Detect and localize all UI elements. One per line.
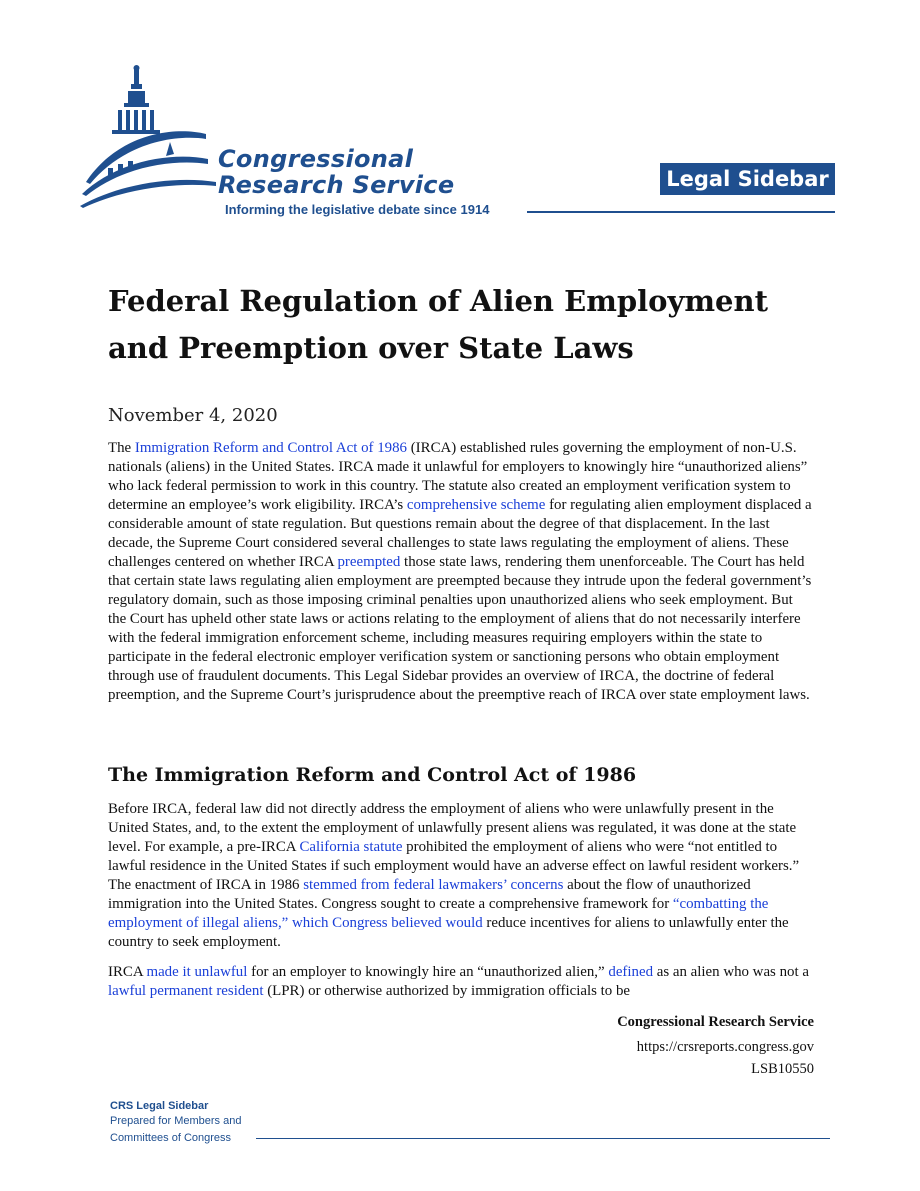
link-combatting-employment[interactable]: “combatting the employment of illegal aliens,” [108,896,769,931]
text-run: reduce incentives for aliens to unlawfully enter the country to seek employment. [108,915,789,950]
organization-name-line2: Research Service [218,171,455,199]
text-run: for regulating alien employment displaced a considerable amount of state regulation. But questions remain about the degree of that displacement. In the last decade, the Supreme Court considered several challenges to state laws regulating the employment of aliens. These challenges centered on whether IRCA [108,497,812,570]
link-defined[interactable]: defined [608,964,654,980]
footer-prepared-line1: Prepared for Members and [110,1115,242,1127]
footer-rule [256,1138,830,1139]
footer-series-label: CRS Legal Sidebar [110,1100,209,1112]
organization-name-line1: Congressional [218,145,414,173]
link-california-statute[interactable]: California statute [299,839,403,855]
link-congress-believed[interactable]: which Congress believed would [292,915,483,931]
organization-name [218,146,454,198]
footer-url: https://crsreports.congress.gov [636,1039,814,1055]
link-irca-1986[interactable]: Immigration Reform and Control Act of 1986 [134,440,407,456]
link-made-it-unlawful[interactable]: made it unlawful [146,964,248,980]
link-comprehensive-scheme[interactable]: comprehensive scheme [406,497,546,513]
text-run: those state laws, rendering them unenforceable. The Court has held that certain state laws regulating alien employment are preempted because they intrude upon the federal government’s regulatory domain, such as those imposing criminal penalties upon unauthorized aliens who seek employment. But the Court has upheld other state laws or actions relating to the employment of aliens that do not necessarily interfere with the federal immigration enforcement scheme, including measures requiring employers within the state to participate in the federal electronic employer verification system or sanctioning persons who obtain employment through use of fraudulent documents. This Legal Sidebar provides an overview of IRCA, the doctrine of federal preemption, and the Supreme Court’s jurisprudence about the preemptive reach of IRCA over state employment laws. [108,554,812,703]
text-run: as an alien who was not a [653,964,809,980]
text-run: prohibited the employment of aliens who were “not entitled to lawful residence in the United States if such employment would have an adverse effect on lawful resident workers.” The enactment of IRCA in 1986 [108,839,800,893]
text-run: The [108,440,135,456]
link-preempted[interactable]: preempted [337,554,401,570]
document-date: November 4, 2020 [108,405,278,426]
footer-organization: Congressional Research Service [617,1014,814,1030]
legal-sidebar-badge: Legal Sidebar [660,163,835,195]
body-paragraph-1 [108,800,814,952]
document-title: Federal Regulation of Alien Employment and Preemption over State Laws [108,284,768,365]
section-heading: The Immigration Reform and Control Act of 1986 [108,764,637,786]
text-run: IRCA [108,964,147,980]
link-lawful-permanent-resident[interactable]: lawful permanent resident [108,983,264,999]
footer-report-code: LSB10550 [751,1061,814,1077]
text-run: (LPR) or otherwise authorized by immigration officials to be [263,983,630,999]
text-run: Before IRCA, federal law did not directly address the employment of aliens who were unlawfully present in the United States, and, to the extent the employment of unlawfully present aliens was regulated, it was done at the state level. For example, a pre-IRCA [108,801,797,855]
header-rule [527,211,835,213]
text-run: (IRCA) established rules governing the employment of non-U.S. nationals (aliens) in the United States. IRCA made it unlawful for employers to knowingly hire “unauthorized aliens” who lack federal permission to work in this country. The statute also created an employment verification system to determine an employee’s work eligibility. IRCA’s [108,440,808,513]
intro-paragraph [108,439,814,705]
text-run: about the flow of unauthorized immigration into the United States. Congress sought to create a comprehensive framework for [108,877,751,912]
body-paragraph-2 [108,963,814,1001]
crs-capitol-dome-logo [78,64,218,214]
text-run: for an employer to knowingly hire an “unauthorized alien,” [247,964,609,980]
link-lawmakers-concerns[interactable]: stemmed from federal lawmakers’ concerns [303,877,564,893]
footer-prepared-line2: Committees of Congress [110,1132,232,1144]
organization-tagline: Informing the legislative debate since 1914 [225,202,490,217]
